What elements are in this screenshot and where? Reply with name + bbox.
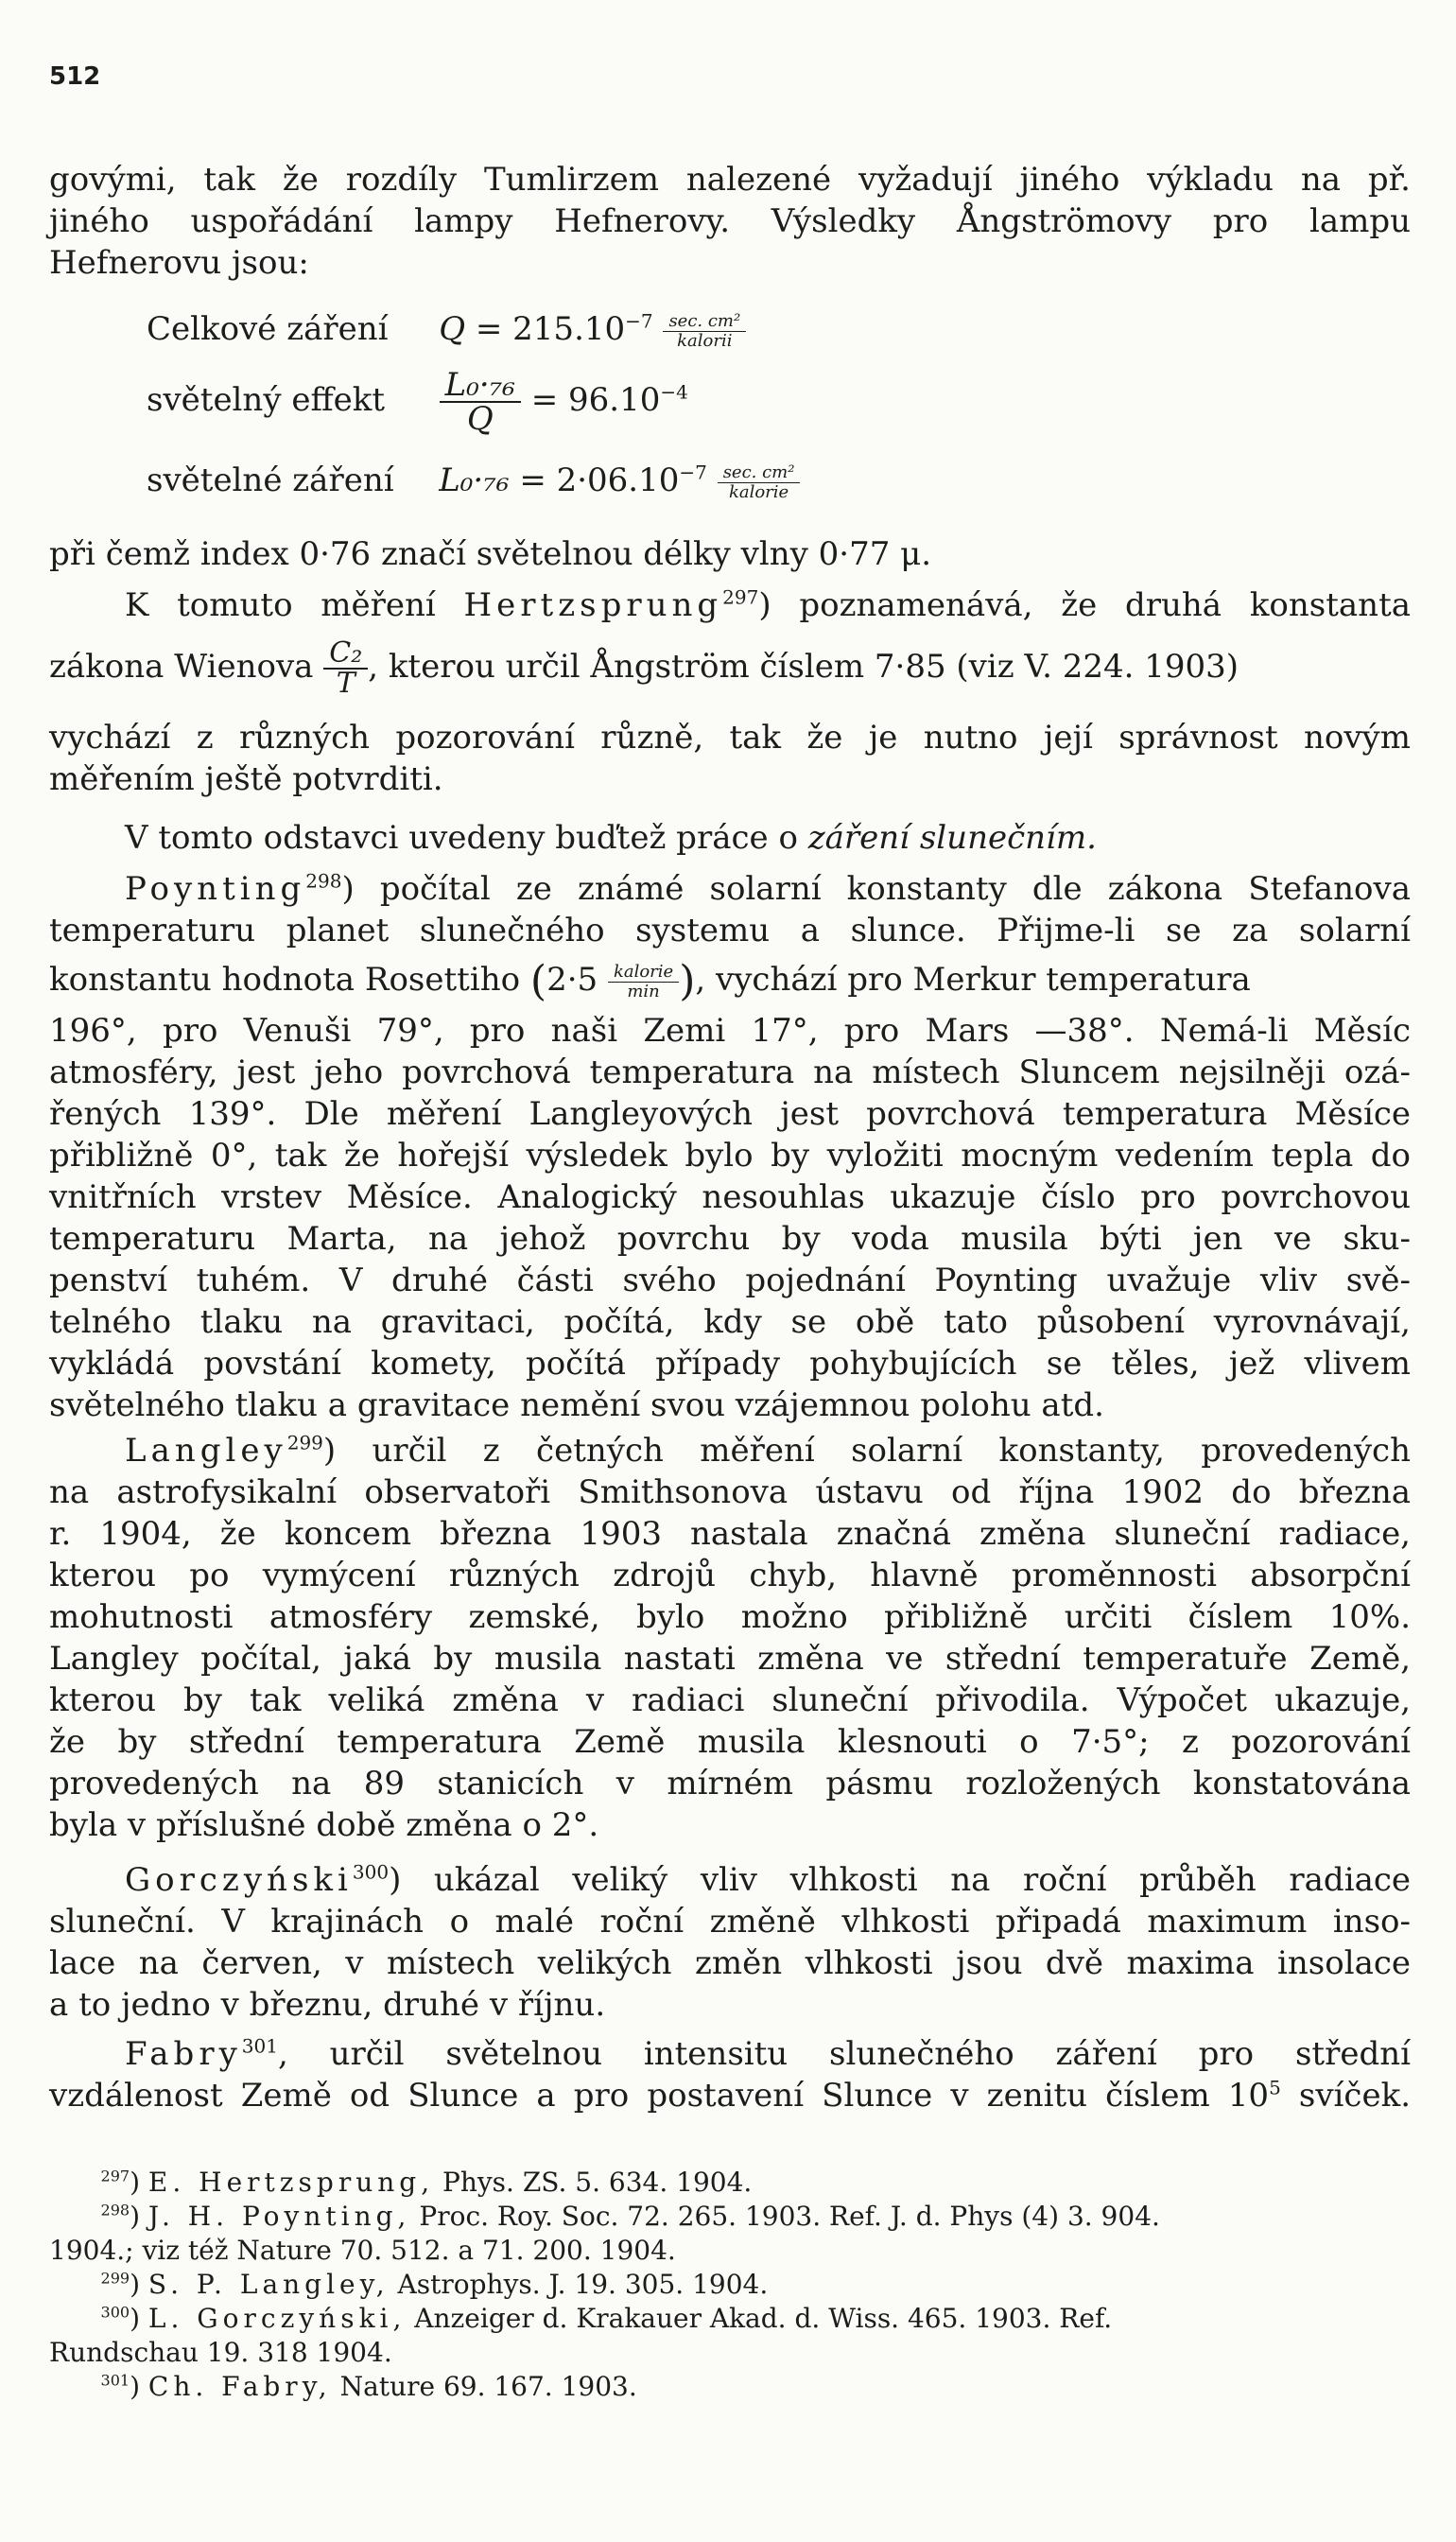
text-line: temperaturu Marta, na jehož povrchu by voda musila býti jen ve sku-	[49, 1220, 1411, 1258]
text-line: že by střední temperatura Země musila klesnouti o 7·5°; z pozorování	[49, 1723, 1411, 1761]
text-span: ) počítal ze známé solarní konstanty dle zákona Stefanova	[341, 870, 1411, 908]
footnote-author: E. Hertzsprung,	[147, 2167, 435, 2198]
formula-exponent: −7	[679, 461, 707, 484]
text-line: na astrofysikalní observatoři Smithsonova ústavu od října 1902 do března	[49, 1473, 1411, 1511]
value: 2·5	[546, 961, 598, 999]
fraction-numerator: L₀·₇₆	[440, 369, 521, 403]
reference-number: 298	[305, 869, 342, 893]
reference-number: 300	[352, 1860, 390, 1884]
text-line: mohutnosti atmosféry zemské, bylo možno přibližně určiti číslem 10%.	[49, 1598, 1411, 1636]
formula-variable: L₀·₇₆	[439, 461, 510, 499]
text-span: V tomto odstavci uvedeny buďtež práce o	[125, 819, 808, 857]
emphasis-text: záření slunečním.	[807, 819, 1097, 857]
text-line: a to jedno v březnu, druhé v říjnu.	[49, 1986, 606, 2024]
text-span: vzdálenost Země od Slunce a pro postavení Slunce v zenitu číslem 10	[49, 2077, 1270, 2115]
formula-fraction	[323, 636, 368, 700]
text-line	[49, 817, 1411, 859]
text-span: konstantu hodnota Rosettiho	[49, 961, 521, 999]
formula-unit	[608, 963, 679, 1001]
text-span: zákona Wienova	[49, 648, 314, 686]
unit-denominator: kalorii	[677, 330, 733, 351]
text-span: , kterou určil Ångström číslem 7·85 (viz V. 224. 1903)	[368, 648, 1239, 686]
author-name: Hertzsprung	[463, 586, 723, 624]
text-span: svíček.	[1280, 2077, 1412, 2115]
text-span: ) určil z četných měření solarní konstanty, provedených	[322, 1432, 1411, 1470]
formula-light-effect	[147, 366, 688, 438]
footnote: $^{300}$) L. Gorczyński, Anzeiger d. Krakauer Akad. d. Wiss. 465. 1903. Ref.	[100, 2303, 1113, 2334]
footnote-continuation: Rundschau 19. 318 1904.	[49, 2337, 392, 2368]
formula-value: = 215.10	[475, 310, 626, 348]
text-line	[49, 2033, 1411, 2075]
page-number: 512	[49, 62, 101, 91]
text-line	[49, 1859, 1411, 1901]
text-line	[49, 636, 1411, 700]
text-line: temperaturu planet slunečného systemu a slunce. Přijme-li se za solarní	[49, 912, 1411, 949]
fraction-denominator: Q	[466, 400, 494, 438]
author-name: Langley	[125, 1432, 287, 1470]
footnote: $^{298}$) J. H. Poynting, Proc. Roy. Soc. 72. 265. 1903. Ref. J. d. Phys (4) 3. 904.	[100, 2201, 1160, 2232]
author-name: Fabry	[125, 2035, 242, 2073]
footnote-ref: 301	[100, 2371, 130, 2390]
reference-number: 301	[241, 2034, 278, 2058]
footnote-text: Proc. Roy. Soc. 72. 265. 1903. Ref. J. d. Phys (4) 3. 904.	[410, 2201, 1160, 2232]
formula-unit	[718, 463, 801, 502]
text-line: jiného uspořádání lampy Hefnerovy. Výsledky Ångströmovy pro lampu	[49, 202, 1411, 240]
text-line: telného tlaku na gravitaci, počítá, kdy se obě tato působení vyrovnávají,	[49, 1303, 1411, 1341]
unit-numerator: sec. cm²	[663, 312, 746, 332]
footnote-text: Anzeiger d. Krakauer Akad. d. Wiss. 465. 1903. Ref.	[406, 2303, 1113, 2334]
text-span: ) ukázal veliký vliv vlhkosti na roční průběh radiace	[389, 1861, 1411, 1899]
formula-value: = 96.10	[530, 381, 661, 419]
unit-denominator: min	[627, 981, 660, 1001]
formula-unit	[663, 312, 746, 351]
text-line: světelného tlaku a gravitace nemění svou vzájemnou polohu atd.	[49, 1386, 1104, 1424]
text-line: Langley počítal, jaká by musila nastati změna ve střední temperatuře Země,	[49, 1640, 1411, 1678]
text-line: r. 1904, že koncem března 1903 nastala značná změna sluneční radiace,	[49, 1515, 1411, 1553]
text-line: Hefnerovu jsou:	[49, 244, 309, 282]
text-line: měřením ještě potvrditi.	[49, 760, 443, 798]
reference-number: 299	[286, 1431, 323, 1454]
text-span: , určil světelnou intensitu slunečného záření pro střední	[277, 2035, 1411, 2073]
footnote-ref: 297	[100, 2167, 130, 2185]
text-line	[49, 868, 1411, 910]
text-line: atmosféry, jest jeho povrchová temperatura na místech Sluncem nejsilněji ozá-	[49, 1053, 1411, 1091]
text-line	[49, 584, 1411, 626]
author-name: Poynting	[125, 870, 306, 908]
footnote-author: L. Gorczyński,	[147, 2303, 407, 2334]
text-line: přibližně 0°, tak že hořejší výsledek bylo by vyložiti mocným vedením tepla do	[49, 1137, 1411, 1175]
footnote-text: Nature 69. 167. 1903.	[331, 2371, 637, 2402]
formula-label: Celkové záření	[147, 310, 389, 348]
footnote: $^{299}$) S. P. Langley, Astrophys. J. 19. 305. 1904.	[100, 2269, 769, 2300]
text-line	[49, 1430, 1411, 1471]
footnote-author: Ch. Fabry,	[147, 2371, 332, 2402]
footnote-ref: 298	[100, 2201, 130, 2220]
formula-light-radiation	[147, 461, 800, 502]
formula-total-radiation	[147, 310, 746, 351]
text-line: provedených na 89 stanicích v mírném pásmu rozložených konstatována	[49, 1765, 1411, 1802]
text-span: ) poznamenává, že druhá konstanta	[758, 586, 1411, 624]
footnote-author: S. P. Langley,	[147, 2269, 390, 2300]
text-line: řených 139°. Dle měření Langleyových jest povrchová temperatura Měsíce	[49, 1095, 1411, 1133]
unit-denominator: kalorie	[728, 481, 789, 502]
formula-exponent: −7	[625, 309, 653, 333]
text-line: při čemž index 0·76 značí světelnou délky vlny 0·77 μ.	[49, 535, 932, 573]
text-line: lace na červen, v místech velikých změn vlhkosti jsou dvě maxima insolace	[49, 1944, 1411, 1982]
formula-value: = 2·06.10	[519, 461, 680, 499]
author-name: Gorczyński	[125, 1861, 353, 1899]
text-line: 196°, pro Venuši 79°, pro naši Zemi 17°, pro Mars —38°. Nemá-li Měsíc	[49, 1012, 1411, 1050]
formula-label: světelné záření	[147, 461, 394, 499]
text-line: sluneční. V krajinách o malé roční změně vlhkosti připadá maximum inso-	[49, 1903, 1411, 1941]
formula-exponent: −4	[660, 380, 688, 404]
footnote: $^{301}$) Ch. Fabry, Nature 69. 167. 1903.	[100, 2371, 637, 2402]
text-line: byla v příslušné době změna o 2°.	[49, 1806, 599, 1844]
text-line: govými, tak že rozdíly Tumlirzem nalezené vyžadují jiného výkladu na př.	[49, 161, 1411, 199]
text-span: K tomuto měření	[125, 586, 464, 624]
text-span: , vychází pro Merkur temperatura	[695, 961, 1251, 999]
text-line: vykládá povstání komety, počítá případy pohybujících se těles, jež vlivem	[49, 1345, 1411, 1383]
fraction-denominator: T	[336, 667, 355, 700]
text-line: konstantu hodnota Rosettiho (2·5 $\frac{\text{kalorie}}{\min}$ ), vychází pro Merkur temperatura	[49, 957, 1251, 1005]
text-line: kterou po vymýcení různých zdrojů chyb, hlavně proměnnosti absorpční	[49, 1557, 1411, 1594]
exponent: 5	[1269, 2076, 1281, 2099]
fraction-numerator: C₂	[323, 639, 368, 670]
reference-number: 297	[722, 585, 759, 609]
text-line	[49, 2075, 1411, 2116]
footnote: $^{297}$) E. Hertzsprung, Phys. ZS. 5. 634. 1904.	[100, 2167, 753, 2198]
footnote-text: Astrophys. J. 19. 305. 1904.	[389, 2269, 769, 2300]
text-line: vychází z různých pozorování různě, tak že je nutno její správnost novým	[49, 719, 1411, 757]
footnote-text: Phys. ZS. 5. 634. 1904.	[434, 2167, 753, 2198]
footnote-author: J. H. Poynting,	[147, 2201, 411, 2232]
text-line: vnitřních vrstev Měsíce. Analogický nesouhlas ukazuje číslo pro povrchovou	[49, 1178, 1411, 1216]
unit-numerator: kalorie	[608, 963, 679, 983]
text-line: penství tuhém. V druhé části svého pojednání Poynting uvažuje vliv svě-	[49, 1262, 1411, 1299]
footnote-ref: 300	[100, 2303, 130, 2322]
unit-numerator: sec. cm²	[718, 463, 801, 483]
formula-fraction	[440, 366, 521, 438]
text-line: kterou by tak veliká změna v radiaci sluneční přivodila. Výpočet ukazuje,	[49, 1681, 1411, 1719]
formula-label: světelný effekt	[147, 381, 386, 419]
footnote-continuation: 1904.; viz též Nature 70. 512. a 71. 200. 1904.	[49, 2235, 676, 2266]
footnote-ref: 299	[100, 2269, 130, 2288]
formula-variable: Q	[439, 310, 466, 348]
